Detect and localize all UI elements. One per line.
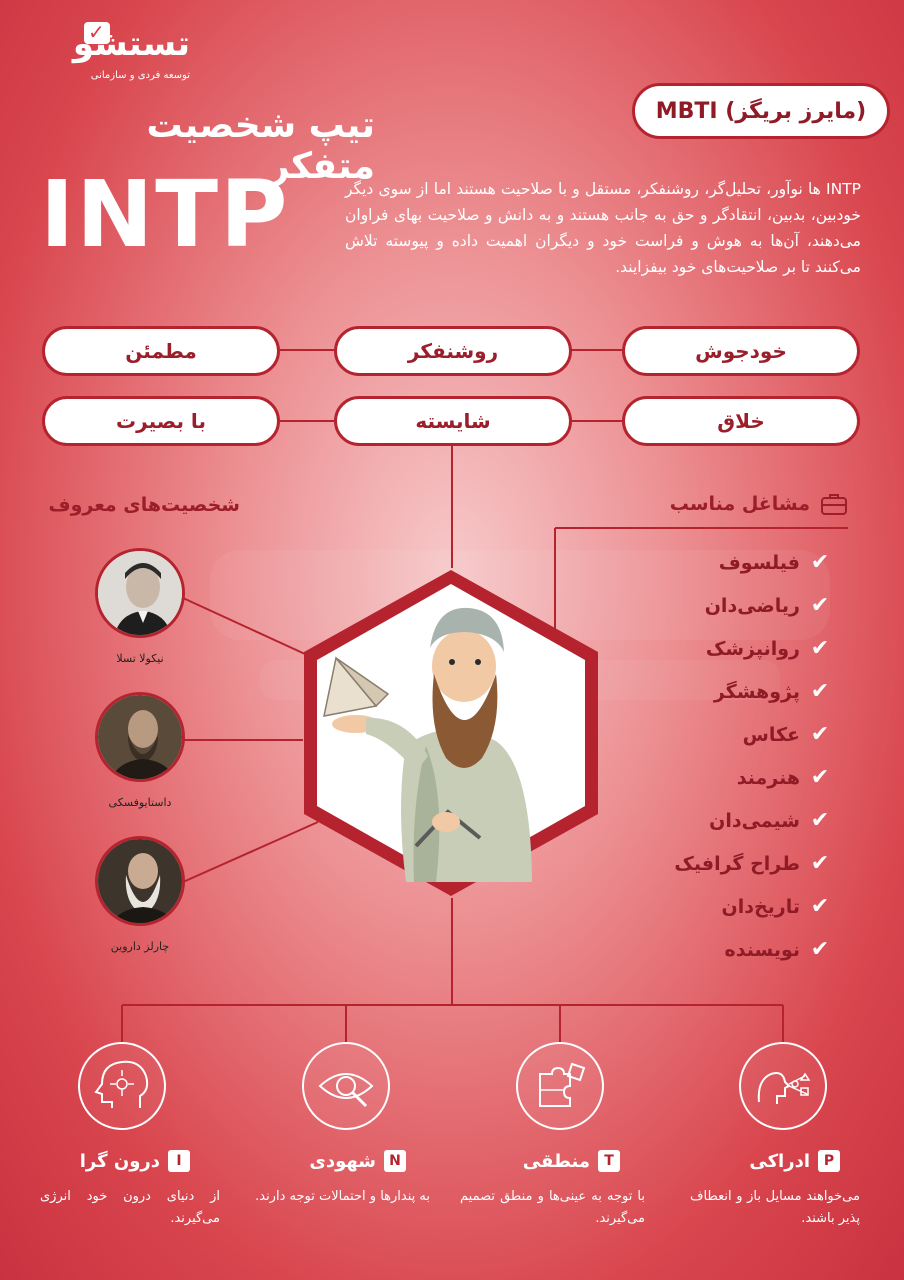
page-subtitle: تیپ شخصیت متفکر — [146, 105, 375, 187]
jobs-title: مشاغل مناسب — [669, 493, 810, 515]
famous-people-title: شخصیت‌های معروف — [48, 494, 240, 516]
check-icon: ✔ — [810, 679, 830, 704]
check-icon: ✔ — [810, 593, 830, 618]
check-icon: ✔ — [810, 851, 830, 876]
dimension-description: با توجه به عینی‌ها و منطق تصمیم می‌گیرند. — [460, 1189, 645, 1226]
philosopher-illustration — [296, 566, 606, 900]
job-label: روانپزشک — [705, 638, 800, 660]
dimension-label: منطقی — [522, 1150, 590, 1172]
check-icon: ✔ — [810, 765, 830, 790]
puzzle-glyph — [518, 1044, 602, 1128]
introvert-head-icon — [78, 1042, 166, 1130]
check-icon: ✔ — [810, 636, 830, 661]
trait-pill: خودجوش — [622, 326, 860, 376]
dimension-letter: I — [168, 1150, 190, 1172]
job-label: عکاس — [742, 724, 800, 746]
check-icon: ✔ — [810, 894, 830, 919]
eye-glyph — [304, 1044, 388, 1128]
dimension-label: ادراکی — [749, 1150, 810, 1172]
job-label: شیمی‌دان — [709, 810, 800, 832]
logo-name: تستشو — [72, 24, 190, 64]
avatar-tesla — [95, 548, 185, 638]
perception-glyph — [741, 1044, 825, 1128]
character-hexagon — [296, 566, 606, 900]
introvert-head-glyph — [80, 1044, 164, 1128]
dimension-title — [700, 1150, 840, 1172]
dimension-description: به پندارها و احتمالات توجه دارند. — [255, 1189, 430, 1204]
dimension-title — [40, 1150, 190, 1172]
job-item — [592, 809, 832, 833]
job-item — [592, 594, 832, 618]
check-icon: ✔ — [810, 550, 830, 575]
trait-pill: با بصیرت — [42, 396, 280, 446]
dimension-title — [470, 1150, 620, 1172]
mbti-badge — [632, 83, 890, 139]
dimension-label: شهودی — [309, 1150, 376, 1172]
check-icon: ✔ — [810, 808, 830, 833]
type-description: INTP ها نوآور، تحلیل‌گر، روشنفکر، مستقل و با صلاحیت هستند اما از سوی دیگر خودبین، بدبین، انتقادگر و حق به جانب هستند و به دانش و صلاحیت بهای فراوان می‌دهند، آن‌ها به هوش و فراست خود و دیگران اهمیت داده و پیوسته تلاش می‌کنند تا بر صلاحیت‌های خود بیفزایند. — [345, 180, 861, 276]
person-name: چارلز داروین — [110, 940, 170, 953]
job-item — [592, 723, 832, 747]
job-label: تاریخ‌دان — [721, 896, 800, 918]
brand-logo — [40, 22, 190, 92]
job-label: هنرمند — [736, 767, 800, 789]
job-label: فیلسوف — [718, 552, 800, 574]
page-title: INTP — [40, 161, 290, 268]
dimension-description: می‌خواهند مسایل باز و انعطاف پذیر باشند. — [690, 1189, 860, 1226]
eye-icon — [302, 1042, 390, 1130]
job-item — [592, 680, 832, 704]
job-item — [592, 766, 832, 790]
avatar-dostoevsky — [95, 692, 185, 782]
logo-tagline: توسعه فردی و سازمانی — [90, 70, 190, 81]
puzzle-icon — [516, 1042, 604, 1130]
job-item — [592, 637, 832, 661]
briefcase-icon — [820, 492, 848, 516]
person-name: داستایوفسکی — [108, 796, 172, 809]
check-icon: ✔ — [810, 937, 830, 962]
dimension-letter: P — [818, 1150, 840, 1172]
job-label: نویسنده — [724, 939, 800, 961]
job-item — [592, 895, 832, 919]
mbti-badge-label: MBTI (مایرز بریگز) — [655, 98, 867, 124]
job-item — [592, 938, 832, 962]
trait-pill: شایسته — [334, 396, 572, 446]
dimension-letter: N — [384, 1150, 406, 1172]
trait-pill: خلاق — [622, 396, 860, 446]
person-name: نیکولا تسلا — [116, 652, 164, 665]
job-label: ریاضی‌دان — [704, 595, 800, 617]
dimension-letter: T — [598, 1150, 620, 1172]
check-icon: ✔ — [810, 722, 830, 747]
dimension-description: از دنیای درون خود انرژی می‌گیرند. — [40, 1189, 220, 1226]
job-item — [592, 852, 832, 876]
jobs-header — [618, 492, 848, 516]
dimension-label: درون گرا — [79, 1150, 160, 1172]
job-label: پژوهشگر — [713, 681, 800, 703]
dimension-title — [256, 1150, 406, 1172]
job-item — [592, 551, 832, 575]
trait-pill: روشنفکر — [334, 326, 572, 376]
trait-pill: مطمئن — [42, 326, 280, 376]
perception-icon — [739, 1042, 827, 1130]
job-label: طراح گرافیک — [674, 853, 800, 875]
avatar-darwin — [95, 836, 185, 926]
